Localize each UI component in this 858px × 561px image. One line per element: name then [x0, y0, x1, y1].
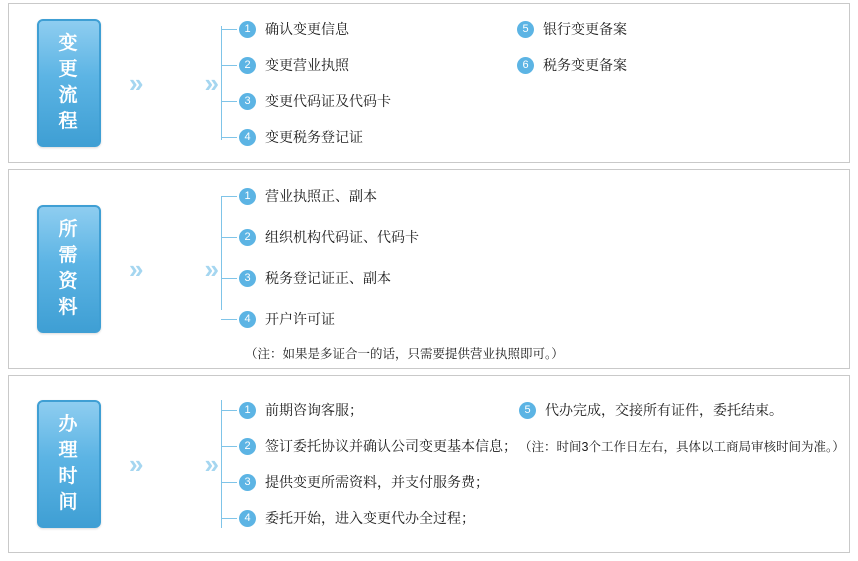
badge-char: 料 — [58, 297, 80, 318]
item-number: 2 — [239, 57, 256, 74]
badge-char: 理 — [58, 440, 80, 461]
section-required-materials — [8, 169, 850, 369]
item-label: 税务变更备案 — [543, 57, 627, 73]
tick-line — [221, 278, 237, 279]
item-label: 委托开始，进入变更代办全过程； — [265, 510, 475, 526]
section-processing-time — [8, 375, 850, 553]
tick-line — [221, 410, 237, 411]
badge-char: 程 — [58, 111, 80, 132]
list-item — [519, 392, 783, 428]
item-label: 开户许可证 — [265, 311, 335, 327]
chevron-group-1 — [129, 70, 221, 96]
badge-wrap-3 — [9, 400, 129, 528]
tick-line — [221, 196, 237, 197]
chevron-group-3 — [129, 451, 221, 477]
item-label: 变更代码证及代码卡 — [265, 93, 391, 109]
item-label: 银行变更备案 — [543, 21, 627, 37]
item-number: 1 — [239, 188, 256, 205]
list-item — [239, 11, 849, 47]
item-number: 4 — [239, 510, 256, 527]
tick-line — [221, 319, 237, 320]
tick-line — [221, 482, 237, 483]
item-number: 4 — [239, 311, 256, 328]
item-label: 税务登记证正、副本 — [265, 270, 391, 286]
chevron-right-icon: » — [129, 254, 140, 284]
item-number: 3 — [239, 93, 256, 110]
tick-line — [221, 518, 237, 519]
list-item — [239, 258, 849, 299]
item-number: 2 — [239, 438, 256, 455]
list-item — [517, 11, 627, 47]
badge-wrap-2 — [9, 205, 129, 333]
chevron-right-icon: » — [129, 449, 140, 479]
item-label: 确认变更信息 — [265, 21, 349, 37]
list-item — [239, 119, 849, 155]
item-number: 5 — [519, 402, 536, 419]
tick-line — [221, 101, 237, 102]
item-number: 3 — [239, 270, 256, 287]
item-number: 6 — [517, 57, 534, 74]
badge-char: 时 — [58, 466, 80, 487]
tick-line — [221, 137, 237, 138]
chevron-group-2 — [129, 256, 221, 282]
item-number: 1 — [239, 402, 256, 419]
items-column-1 — [239, 11, 849, 155]
item-number: 5 — [517, 21, 534, 38]
tick-line — [221, 65, 237, 66]
tick-line — [221, 29, 237, 30]
section-content-3 — [221, 376, 849, 552]
list-item — [239, 217, 849, 258]
badge-char: 更 — [58, 59, 80, 80]
badge-char: 间 — [58, 492, 80, 513]
chevron-right-icon: » — [204, 254, 215, 284]
section-content-2 — [221, 170, 849, 368]
list-item — [239, 299, 849, 340]
bracket-line — [221, 26, 222, 140]
item-label: 变更税务登记证 — [265, 129, 363, 145]
item-label: 前期咨询客服； — [265, 402, 363, 418]
diagram-page — [0, 3, 858, 561]
badge-char: 流 — [58, 85, 80, 106]
list-item — [239, 392, 849, 428]
list-item — [239, 464, 849, 500]
items-column-2 — [239, 176, 849, 363]
badge-char: 所 — [58, 219, 80, 240]
list-item — [239, 176, 849, 217]
section-badge-processing-time — [37, 400, 101, 528]
section-content-1 — [221, 4, 849, 162]
badge-char: 变 — [58, 33, 80, 54]
list-item — [239, 47, 849, 83]
items-column-3 — [239, 392, 849, 536]
list-item — [239, 83, 849, 119]
item-label: 营业执照正、副本 — [265, 188, 377, 204]
bracket-line — [221, 196, 222, 310]
section-change-process — [8, 3, 850, 163]
note-text: （注：如果是多证合一的话，只需要提供营业执照即可。） — [245, 346, 564, 361]
item-number: 1 — [239, 21, 256, 38]
list-item — [239, 428, 849, 464]
section-badge-change-process — [37, 19, 101, 147]
section-badge-required-materials — [37, 205, 101, 333]
tick-line — [221, 237, 237, 238]
tick-line — [221, 446, 237, 447]
badge-wrap-1 — [9, 19, 129, 147]
item-inline-note: （注：时间3个工作日左右，具体以工商局审核时间为准。） — [519, 440, 845, 454]
list-item — [239, 500, 849, 536]
item-label: 提供变更所需资料，并支付服务费； — [265, 474, 489, 490]
list-item — [517, 47, 627, 83]
chevron-right-icon: » — [129, 68, 140, 98]
item-label: 代办完成，交接所有证件，委托结束。 — [545, 402, 783, 418]
item-number: 3 — [239, 474, 256, 491]
item-label: 签订委托协议并确认公司变更基本信息； — [265, 438, 517, 454]
chevron-right-icon: » — [204, 449, 215, 479]
section-note — [239, 344, 849, 363]
badge-char: 办 — [58, 414, 80, 435]
item-number: 4 — [239, 129, 256, 146]
item-number: 2 — [239, 229, 256, 246]
chevron-right-icon: » — [204, 68, 215, 98]
bracket-line — [221, 400, 222, 528]
badge-char: 需 — [58, 245, 80, 266]
item-label: 变更营业执照 — [265, 57, 349, 73]
item-label: 组织机构代码证、代码卡 — [265, 229, 419, 245]
badge-char: 资 — [58, 271, 80, 292]
